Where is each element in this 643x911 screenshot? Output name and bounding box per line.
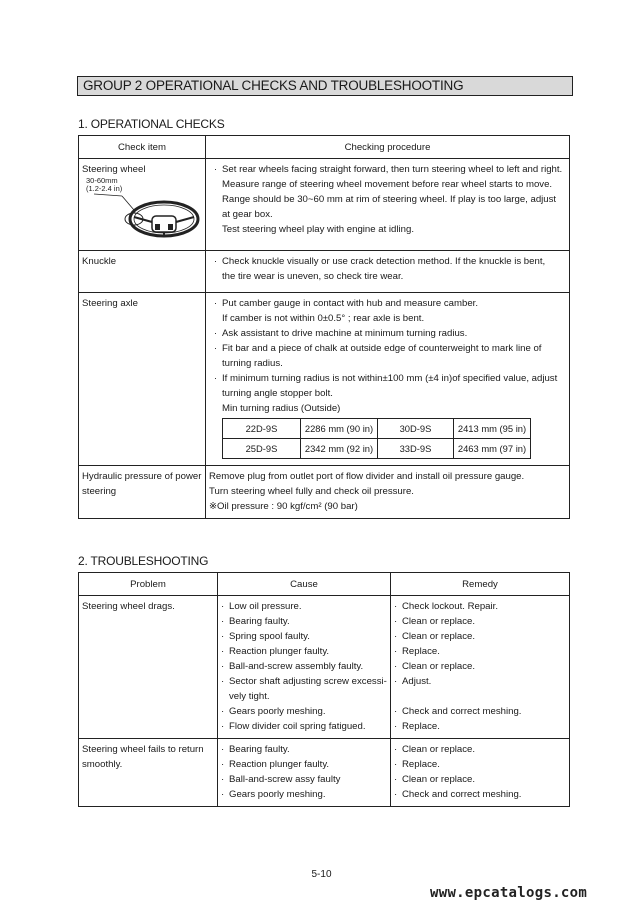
table-row xyxy=(79,293,570,466)
column-header-cause: Cause xyxy=(218,573,391,596)
column-header-remedy: Remedy xyxy=(391,573,570,596)
cause-item: Bearing faulty. xyxy=(229,744,290,755)
column-header-checking-procedure: Checking procedure xyxy=(206,136,570,159)
check-item-cell xyxy=(79,293,206,466)
cause-cell: · Low oil pressure. · Bearing faulty. · Spring spool faulty. · Reaction plunger faulty. · Ball-and-screw assembly faulty. · Sector shaft adjusting screw excessi- vely tight. · Gears poorly meshing. · Flow divider coil spring fatigued. xyxy=(218,596,391,739)
cause-cell: · Bearing faulty. · Reaction plunger faulty. · Ball-and-screw assy faulty · Gears poorly meshing. xyxy=(218,739,391,807)
check-item-cell xyxy=(79,159,206,251)
cause-item: Reaction plunger faulty. xyxy=(229,646,330,657)
remedy-cell: · Check lockout. Repair. · Clean or replace. · Clean or replace. · Replace. · Clean or replace. · Adjust. · Check and correct meshing. · Replace. xyxy=(391,596,570,739)
procedure-text: Measure range of steering wheel movement before rear wheel starts to move. xyxy=(222,179,553,190)
column-header-problem: Problem xyxy=(79,573,218,596)
model-cell: 25D-9S xyxy=(223,439,301,459)
procedure-text: the tire wear is uneven, so check tire wear. xyxy=(222,271,404,282)
radius-cell: 2342 mm (92 in) xyxy=(301,439,378,459)
table-row xyxy=(79,596,570,739)
bullet: · xyxy=(213,373,218,384)
bullet: · xyxy=(213,164,218,175)
section-title-operational-checks: 1. OPERATIONAL CHECKS xyxy=(78,117,225,131)
table-row xyxy=(223,439,531,459)
oil-pressure-note: ※Oil pressure : 90 kgf/cm² (90 bar) xyxy=(209,501,358,512)
radius-cell: 2286 mm (90 in) xyxy=(301,419,378,439)
cause-item: Bearing faulty. xyxy=(229,616,290,627)
check-item-label: Steering wheel xyxy=(82,164,146,175)
check-item-cell xyxy=(79,466,206,519)
procedure-text: Check knuckle visually or use crack detection method. If the knuckle is bent, xyxy=(222,256,546,267)
remedy-item: Clean or replace. xyxy=(402,774,476,785)
column-header-check-item: Check item xyxy=(79,136,206,159)
procedure-text: Range should be 30~60 mm at rim of steering wheel. If play is too large, adjust xyxy=(222,194,557,205)
table-row xyxy=(79,251,570,293)
procedure-text: Set rear wheels facing straight forward, then turn steering wheel to left and right. xyxy=(222,164,563,175)
remedy-item: Adjust. xyxy=(402,676,432,687)
cause-item: Ball-and-screw assy faulty xyxy=(229,774,341,785)
check-item-label: Knuckle xyxy=(82,256,117,267)
remedy-item: Check and correct meshing. xyxy=(402,706,522,717)
steering-wheel-diagram xyxy=(82,174,200,244)
procedure-cell xyxy=(206,251,570,293)
section-title-troubleshooting: 2. TROUBLESHOOTING xyxy=(78,554,209,568)
table-row xyxy=(79,466,570,519)
procedure-cell xyxy=(206,293,570,466)
cause-item: Gears poorly meshing. xyxy=(229,789,326,800)
model-cell: 33D-9S xyxy=(378,439,454,459)
table-row xyxy=(223,419,531,439)
remedy-item: Clean or replace. xyxy=(402,616,476,627)
cause-item: Gears poorly meshing. xyxy=(229,706,326,717)
cause-item: Sector shaft adjusting screw excessi- xyxy=(229,676,387,687)
problem-text: Steering wheel drags. xyxy=(82,601,175,612)
table-header-row xyxy=(79,573,570,596)
procedure-text: Fit bar and a piece of chalk at outside edge of counterweight to mark line of xyxy=(222,343,542,354)
procedure-text: Remove plug from outlet port of flow divider and install oil pressure gauge. xyxy=(209,471,525,482)
page-number: 5-10 xyxy=(311,869,332,880)
troubleshooting-table xyxy=(78,572,570,807)
table-row xyxy=(79,159,570,251)
bullet: · xyxy=(213,298,218,309)
problem-cell xyxy=(79,596,218,739)
procedure-cell xyxy=(206,159,570,251)
cause-item: Flow divider coil spring fatigued. xyxy=(229,721,366,732)
remedy-item: Check lockout. Repair. xyxy=(402,601,498,612)
cause-item: Reaction plunger faulty. xyxy=(229,759,330,770)
cause-item: Ball-and-screw assembly faulty. xyxy=(229,661,364,672)
watermark: www.epcatalogs.com xyxy=(430,885,588,901)
procedure-text: Turn steering wheel fully and check oil pressure. xyxy=(209,486,414,497)
radius-cell: 2463 mm (97 in) xyxy=(454,439,531,459)
problem-cell xyxy=(79,739,218,807)
radius-cell: 2413 mm (95 in) xyxy=(454,419,531,439)
bullet: · xyxy=(213,343,218,354)
operational-checks-table xyxy=(78,135,570,519)
cause-item: Spring spool faulty. xyxy=(229,631,310,642)
table-header-row xyxy=(79,136,570,159)
remedy-item: Clean or replace. xyxy=(402,744,476,755)
procedure-text: turning angle stopper bolt. xyxy=(222,388,333,399)
check-item-label: Steering axle xyxy=(82,298,138,309)
procedure-text: at gear box. xyxy=(222,209,273,220)
model-cell: 22D-9S xyxy=(223,419,301,439)
group-title: GROUP 2 OPERATIONAL CHECKS AND TROUBLESHOOTING xyxy=(77,76,573,96)
bullet: · xyxy=(213,328,218,339)
play-range-mm-label: 30-60mm xyxy=(86,176,118,185)
remedy-item: Clean or replace. xyxy=(402,661,476,672)
problem-text: Steering wheel fails to return smoothly. xyxy=(82,744,204,770)
remedy-item: Clean or replace. xyxy=(402,631,476,642)
procedure-text: If minimum turning radius is not within±100 mm (±4 in)of specified value, adjust xyxy=(222,373,558,384)
min-turning-radius-table xyxy=(222,418,531,459)
procedure-cell xyxy=(206,466,570,519)
check-item-label: Hydraulic pressure of power steering xyxy=(82,471,202,497)
table-row xyxy=(79,739,570,807)
cause-item: vely tight. xyxy=(229,691,270,702)
procedure-text: Put camber gauge in contact with hub and measure camber. xyxy=(222,298,478,309)
procedure-text: Ask assistant to drive machine at minimum turning radius. xyxy=(222,328,468,339)
bullet: · xyxy=(213,256,218,267)
remedy-item: Check and correct meshing. xyxy=(402,789,522,800)
play-range-in-label: (1.2-2.4 in) xyxy=(86,184,123,193)
procedure-text: If camber is not within 0±0.5° ; rear axle is bent. xyxy=(222,313,425,324)
procedure-text: Min turning radius (Outside) xyxy=(222,403,341,414)
remedy-item: Replace. xyxy=(402,759,440,770)
remedy-item: Replace. xyxy=(402,721,440,732)
check-item-cell xyxy=(79,251,206,293)
remedy-item: Replace. xyxy=(402,646,440,657)
procedure-text: Test steering wheel play with engine at idling. xyxy=(222,224,414,235)
cause-item: Low oil pressure. xyxy=(229,601,302,612)
model-cell: 30D-9S xyxy=(378,419,454,439)
remedy-cell: · Clean or replace. · Replace. · Clean or replace. · Check and correct meshing. xyxy=(391,739,570,807)
procedure-text: turning radius. xyxy=(222,358,283,369)
